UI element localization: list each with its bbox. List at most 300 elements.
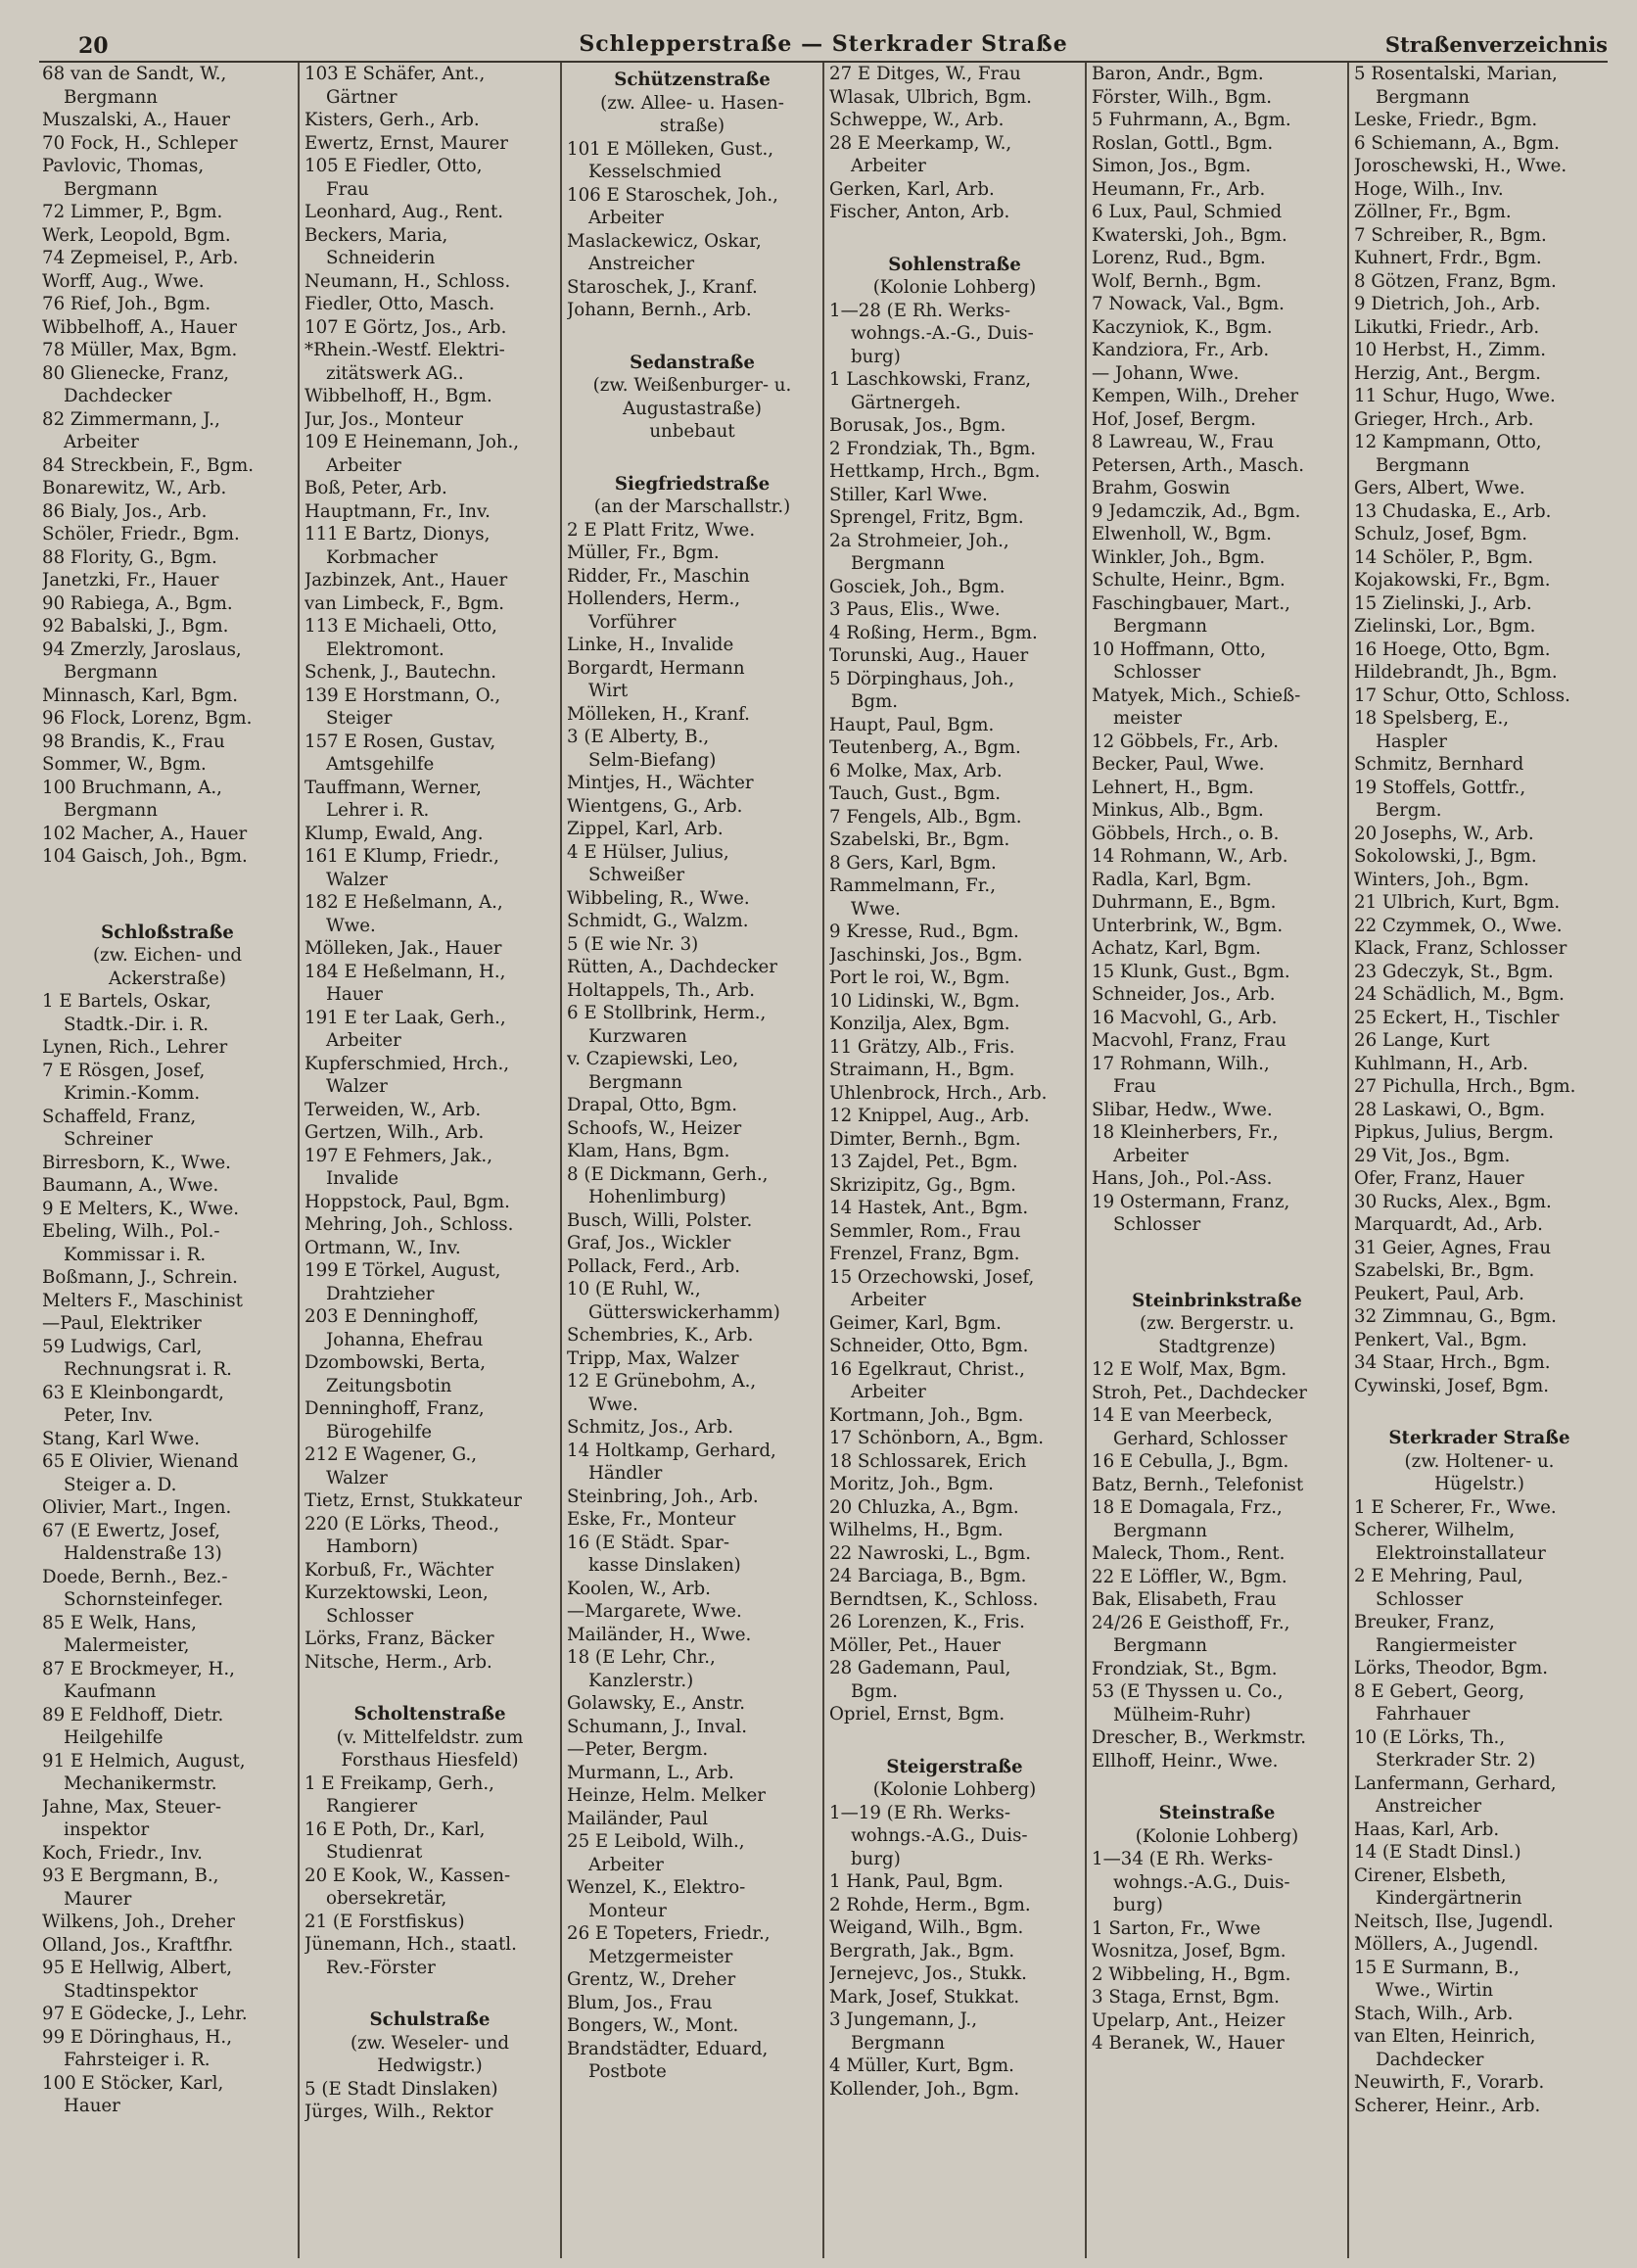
directory-entry: Mehring, Joh., Schloss. — [304, 1214, 514, 1235]
directory-entry: 99 E Döringhaus, H., — [42, 2026, 232, 2048]
directory-entry: Szabelski, Br., Bgm. — [829, 829, 1010, 850]
directory-entry: 17 Schönborn, A., Bgm. — [829, 1428, 1045, 1448]
directory-entry: Bergmann — [1376, 86, 1470, 108]
directory-entry: Berndtsen, K., Schloss. — [829, 1588, 1039, 1610]
directory-entry: Kesselschmied — [588, 162, 722, 182]
directory-entry: 182 E Heßelmann, A., — [304, 892, 503, 913]
directory-entry: Mölleken, H., Kranf. — [567, 703, 750, 725]
directory-entry: Schmidt, G., Walzm. — [567, 911, 749, 931]
directory-entry: Winters, Joh., Bgm. — [1354, 869, 1529, 890]
directory-entry: Kojakowski, Fr., Bgm. — [1354, 570, 1551, 591]
directory-entry: 103 E Schäfer, Ant., — [304, 64, 486, 84]
directory-entry: Wosnitza, Josef, Bgm. — [1092, 1941, 1286, 1961]
directory-column — [37, 63, 298, 2258]
directory-entry: Terweiden, W., Arb. — [304, 1099, 482, 1120]
directory-entry: Kandziora, Fr., Arb. — [1092, 340, 1270, 360]
directory-entry: Frondziak, St., Bgm. — [1092, 1658, 1278, 1679]
directory-entry: Schembries, K., Arb. — [567, 1325, 754, 1346]
directory-entry: 82 Zimmermann, J., — [42, 408, 220, 430]
street-note: (Kolonie Lohberg) — [872, 277, 1037, 298]
directory-entry: 191 E ter Laak, Gerh., — [304, 1007, 506, 1028]
directory-entry: Mölleken, Jak., Hauer — [304, 938, 502, 959]
street-note: (zw. Allee- u. Hasen- — [600, 92, 784, 114]
spacer — [304, 1979, 555, 2003]
directory-entry: 5 Rosentalski, Marian, — [1354, 64, 1558, 84]
directory-entry: Klam, Hans, Bgm. — [567, 1141, 730, 1161]
directory-entry: 12 Göbbels, Fr., Arb. — [1092, 731, 1280, 752]
directory-entry: Neumann, H., Schloss. — [304, 270, 511, 292]
directory-entry: obersekretär, — [326, 1888, 447, 1909]
directory-entry: burg) — [851, 346, 901, 367]
street-note: Hedwigstr.) — [377, 2055, 483, 2076]
street-note: (zw. Eichen- und — [92, 945, 243, 966]
directory-entry: Förster, Wilh., Bgm. — [1092, 86, 1273, 108]
directory-entry: Schumann, J., Inval. — [567, 1716, 747, 1737]
directory-entry: Bgm. — [851, 1680, 899, 1702]
directory-entry: Steinbring, Joh., Arb. — [567, 1486, 759, 1507]
directory-entry: Frenzel, Franz, Bgm. — [829, 1244, 1020, 1264]
directory-entry: 18 (E Lehr, Chr., — [567, 1647, 716, 1668]
directory-entry: 97 E Gödecke, J., Lehr. — [42, 2004, 248, 2024]
directory-entry: 30 Rucks, Alex., Bgm. — [1354, 1191, 1552, 1212]
directory-entry: Werk, Leopold, Bgm. — [42, 224, 231, 246]
directory-entry: Joroschewski, H., Wwe. — [1354, 156, 1567, 176]
street-heading: Steinstraße — [1158, 1803, 1276, 1823]
directory-entry: 102 Macher, A., Hauer — [42, 823, 248, 844]
directory-entry: 2a Strohmeier, Joh., — [829, 530, 1009, 551]
directory-entry: van Limbeck, F., Bgm. — [304, 592, 505, 614]
directory-entry: Busch, Willi, Polster. — [567, 1209, 753, 1231]
directory-entry: Bergmann — [64, 800, 158, 821]
directory-entry: Schneiderin — [326, 248, 436, 268]
directory-entry: Anstreicher — [588, 254, 695, 274]
directory-entry: Fahrsteiger i. R. — [64, 2050, 210, 2070]
directory-entry: Steiger a. D. — [64, 1474, 177, 1495]
directory-entry: Herzig, Ant., Bergm. — [1354, 362, 1541, 384]
street-heading: Scholtenstraße — [353, 1704, 506, 1725]
directory-column — [298, 63, 560, 2258]
directory-entry: Hoge, Wilh., Inv. — [1354, 178, 1504, 200]
directory-entry: Arbeiter — [851, 1382, 926, 1402]
directory-entry: 10 Herbst, H., Zimm. — [1354, 340, 1547, 360]
directory-entry: 1—28 (E Rh. Werks- — [829, 300, 1010, 321]
directory-entry: Geimer, Karl, Bgm. — [829, 1312, 1002, 1334]
directory-entry: Breuker, Franz, — [1354, 1612, 1495, 1632]
directory-entry: Drescher, B., Werkmstr. — [1092, 1727, 1307, 1748]
directory-entry: Ortmann, W., Inv. — [304, 1237, 461, 1258]
directory-entry: *Rhein.-Westf. Elektri- — [304, 340, 505, 360]
directory-entry: meister — [1113, 708, 1182, 729]
directory-entry: Hauer — [64, 2096, 120, 2116]
directory-entry: Möllers, A., Jugendl. — [1354, 1934, 1539, 1955]
directory-entry: Peter, Inv. — [64, 1405, 154, 1426]
directory-entry: Melters F., Maschinist — [42, 1290, 243, 1311]
directory-entry: Szabelski, Br., Bgm. — [1354, 1260, 1535, 1281]
directory-entry: 28 E Meerkamp, W., — [829, 132, 1012, 154]
street-note: (Kolonie Lohberg) — [1135, 1825, 1299, 1847]
directory-entry: Mechanikermstr. — [64, 1773, 217, 1794]
street-note: Augustastraße) — [623, 398, 762, 419]
directory-entry: Stach, Wilh., Arb. — [1354, 2003, 1514, 2024]
spacer — [1092, 1237, 1342, 1260]
directory-entry: Kindergärtnerin — [1376, 1888, 1522, 1909]
directory-entry: kasse Dinslaken) — [588, 1555, 741, 1576]
directory-entry: Maslackewicz, Oskar, — [567, 230, 762, 252]
directory-entry: 19 Stoffels, Gottfr., — [1354, 777, 1526, 798]
directory-entry: 3 (E Alberty, B., — [567, 727, 710, 747]
directory-entry: 161 E Klump, Friedr., — [304, 846, 499, 867]
directory-entry: Hoppstock, Paul, Bgm. — [304, 1191, 510, 1212]
page-title: Schlepperstraße — Sterkrader Straße — [579, 31, 1068, 57]
directory-entry: Johann, Bernh., Arb. — [567, 300, 752, 320]
directory-entry: Tauch, Gust., Bgm. — [829, 783, 1002, 804]
directory-entry: 9 Jedamczik, Ad., Bgm. — [1092, 500, 1301, 522]
directory-entry: Holtappels, Th., Arb. — [567, 979, 755, 1001]
directory-entry: Möller, Pet., Hauer — [829, 1634, 1001, 1656]
directory-entry: 19 Ostermann, Franz, — [1092, 1191, 1290, 1212]
directory-entry: 5 Fuhrmann, A., Bgm. — [1092, 110, 1291, 130]
directory-entry: Wientgens, G., Arb. — [567, 795, 743, 817]
directory-entry: Bergmann — [1376, 454, 1470, 476]
directory-entry: Wibbelhoff, H., Bgm. — [304, 386, 492, 406]
directory-entry: Kuhnert, Frdr., Bgm. — [1354, 248, 1542, 268]
street-note: (Kolonie Lohberg) — [872, 1779, 1037, 1800]
directory-entry: — Johann, Wwe. — [1092, 362, 1239, 384]
directory-entry: Händler — [588, 1463, 663, 1484]
directory-entry: Gosciek, Joh., Bgm. — [829, 576, 1006, 597]
directory-entry: Hettkamp, Hrch., Bgm. — [829, 461, 1041, 482]
directory-entry: Schneider, Jos., Arb. — [1092, 984, 1276, 1005]
directory-entry: Bergmann — [851, 553, 945, 574]
directory-entry: Blum, Jos., Frau — [567, 1992, 713, 2013]
directory-entry: 80 Glienecke, Franz, — [42, 362, 230, 384]
directory-entry: Zeitungsbotin — [326, 1375, 452, 1396]
directory-entry: 10 Hoffmann, Otto, — [1092, 638, 1266, 660]
directory-entry: 4 E Hülser, Julius, — [567, 841, 729, 863]
directory-entry: Schneider, Otto, Bgm. — [829, 1336, 1029, 1356]
directory-entry: Hans, Joh., Pol.-Ass. — [1092, 1168, 1273, 1189]
directory-entry: Schenk, J., Bautechn. — [304, 662, 497, 683]
directory-entry: Brahm, Goswin — [1092, 478, 1231, 498]
directory-entry: Heumann, Fr., Arb. — [1092, 178, 1266, 200]
directory-entry: Zielinski, Lor., Bgm. — [1354, 616, 1536, 637]
directory-entry: 78 Müller, Max, Bgm. — [42, 340, 238, 360]
directory-entry: Lynen, Rich., Lehrer — [42, 1037, 228, 1058]
directory-entry: 74 Zepmeisel, P., Arb. — [42, 248, 239, 268]
directory-entry: Walzer — [326, 869, 388, 890]
directory-entry: Torunski, Aug., Hauer — [829, 645, 1029, 666]
directory-entry: Schöler, Friedr., Bgm. — [42, 524, 240, 544]
directory-entry: 8 Gers, Karl, Bgm. — [829, 852, 997, 874]
directory-entry: Mailänder, Paul — [567, 1808, 709, 1829]
directory-entry: 87 E Brockmeyer, H., — [42, 1658, 235, 1679]
directory-entry: Roslan, Gottl., Bgm. — [1092, 132, 1274, 154]
directory-entry: Stadtk.-Dir. i. R. — [64, 1014, 210, 1035]
directory-entry: Faschingbauer, Mart., — [1092, 592, 1290, 614]
directory-entry: 14 E van Meerbeck, — [1092, 1405, 1273, 1426]
directory-entry: Bonarewitz, W., Arb. — [42, 478, 227, 498]
directory-entry: Sterkrader Str. 2) — [1376, 1750, 1536, 1771]
directory-entry: Frau — [1113, 1076, 1156, 1097]
directory-entry: Kollender, Joh., Bgm. — [829, 2078, 1020, 2100]
directory-entry: Leske, Friedr., Bgm. — [1354, 110, 1538, 130]
directory-entry: Koolen, W., Arb. — [567, 1578, 711, 1599]
directory-entry: Ofer, Franz, Hauer — [1354, 1168, 1524, 1189]
directory-entry: 1 E Freikamp, Gerh., — [304, 1772, 494, 1794]
directory-entry: Hauer — [326, 984, 383, 1005]
street-heading: Schloßstraße — [101, 921, 234, 943]
directory-entry: Korbmacher — [326, 546, 438, 568]
directory-entry: 14 Rohmann, W., Arb. — [1092, 846, 1288, 867]
directory-entry: Kortmann, Joh., Bgm. — [829, 1404, 1024, 1426]
directory-entry: Grieger, Hrch., Arb. — [1354, 408, 1534, 430]
directory-entry: Janetzki, Fr., Hauer — [42, 570, 219, 591]
street-heading: Schützenstraße — [614, 70, 771, 90]
directory-entry: 16 Macvohl, G., Arb. — [1092, 1007, 1278, 1028]
directory-entry: Moritz, Joh., Bgm. — [829, 1474, 994, 1494]
directory-entry: Stroh, Pet., Dachdecker — [1092, 1382, 1307, 1403]
directory-entry: Koch, Friedr., Inv. — [42, 1842, 203, 1864]
directory-entry: Göbbels, Hrch., o. B. — [1092, 823, 1280, 844]
directory-entry: Beckers, Maria, — [304, 224, 448, 246]
directory-entry: Schoofs, W., Heizer — [567, 1117, 742, 1139]
directory-entry: 25 E Leibold, Wilh., — [567, 1831, 745, 1852]
directory-entry: 199 E Törkel, August, — [304, 1260, 501, 1281]
directory-entry: Schmitz, Jos., Arb. — [567, 1417, 734, 1438]
directory-entry: Schlosser — [1113, 662, 1201, 683]
directory-entry: Konzilja, Alex, Bgm. — [829, 1014, 1010, 1034]
directory-entry: Muszalski, A., Hauer — [42, 110, 230, 130]
directory-entry: Rangierer — [326, 1796, 418, 1817]
directory-entry: 9 Dietrich, Joh., Arb. — [1354, 294, 1541, 314]
directory-entry: Kisters, Gerh., Arb. — [304, 110, 480, 130]
directory-entry: 22 Nawroski, L., Bgm. — [829, 1542, 1032, 1564]
directory-entry: Heinze, Helm. Melker — [567, 1785, 766, 1806]
spacer — [1354, 1397, 1605, 1421]
directory-entry: 10 (E Lörks, Th., — [1354, 1726, 1506, 1748]
directory-entry: Scherer, Wilhelm, — [1354, 1520, 1516, 1540]
directory-entry: Lörks, Franz, Bäcker — [304, 1629, 494, 1649]
directory-entry: Lanfermann, Gerhard, — [1354, 1772, 1557, 1794]
directory-entry: Lorenz, Rud., Bgm. — [1092, 248, 1266, 268]
directory-entry: 1—34 (E Rh. Werks- — [1092, 1849, 1273, 1869]
directory-entry: Fahrhauer — [1376, 1704, 1471, 1725]
directory-entry: Sprengel, Fritz, Bgm. — [829, 507, 1024, 528]
directory-entry: 18 Schlossarek, Erich — [829, 1450, 1027, 1472]
directory-entry: Wilhelms, H., Bgm. — [829, 1520, 1004, 1540]
directory-entry: Peukert, Paul, Arb. — [1354, 1283, 1524, 1304]
directory-entry: Arbeiter — [851, 1290, 926, 1310]
directory-entry: Walzer — [326, 1467, 388, 1488]
directory-entry: Gers, Albert, Wwe. — [1354, 478, 1525, 498]
directory-entry: 5 Dörpinghaus, Joh., — [829, 668, 1015, 689]
directory-entry: 89 E Feldhoff, Dietr. — [42, 1704, 224, 1725]
street-heading: Steigerstraße — [886, 1756, 1023, 1777]
directory-entry: 13 Zajdel, Pet., Bgm. — [829, 1152, 1018, 1172]
directory-entry: Grentz, W., Dreher — [567, 1969, 736, 1990]
directory-entry: 15 E Surmann, B., — [1354, 1957, 1520, 1978]
directory-entry: Jünemann, Hch., staatl. — [304, 1934, 517, 1955]
directory-entry: Linke, H., Invalide — [567, 635, 734, 655]
directory-entry: Bongers, W., Mont. — [567, 2015, 739, 2036]
directory-column — [560, 63, 822, 2258]
directory-entry: 18 E Domagala, Frz., — [1092, 1497, 1283, 1518]
directory-entry: Gerken, Karl, Arb. — [829, 178, 995, 200]
directory-entry: 7 Fengels, Alb., Bgm. — [829, 806, 1022, 827]
directory-entry: Ebeling, Wilh., Pol.- — [42, 1221, 220, 1242]
directory-entry: Hauptmann, Fr., Inv. — [304, 500, 491, 522]
directory-entry: Bak, Elisabeth, Frau — [1092, 1589, 1277, 1610]
directory-entry: 96 Flock, Lorenz, Bgm. — [42, 708, 253, 729]
directory-entry: 16 (E Städt. Spar- — [567, 1532, 729, 1553]
directory-entry: 101 E Mölleken, Gust., — [567, 138, 774, 160]
directory-entry: Murmann, L., Arb. — [567, 1762, 734, 1783]
directory-entry: 9 E Melters, K., Wwe. — [42, 1198, 240, 1219]
directory-entry: Malermeister, — [64, 1635, 190, 1656]
directory-entry: 27 Pichulla, Hrch., Bgm. — [1354, 1076, 1576, 1097]
directory-entry: 14 Schöler, P., Bgm. — [1354, 546, 1533, 568]
directory-entry: van Elten, Heinrich, — [1354, 2026, 1536, 2047]
street-heading: Steinbrinkstraße — [1132, 1290, 1302, 1311]
directory-entry: Frau — [326, 178, 369, 200]
directory-entry: Ewertz, Ernst, Maurer — [304, 132, 508, 154]
spacer — [567, 444, 818, 467]
directory-entry: Anstreicher — [1376, 1796, 1482, 1817]
directory-entry: 24 Schädlich, M., Bgm. — [1354, 984, 1565, 1005]
directory-entry: Schlosser — [1113, 1214, 1201, 1235]
directory-entry: Minnasch, Karl, Bgm. — [42, 685, 239, 706]
directory-entry: Skrizipitz, Gg., Bgm. — [829, 1174, 1016, 1196]
directory-entry: Schulte, Heinr., Bgm. — [1092, 570, 1286, 591]
directory-entry: 1 Laschkowski, Franz, — [829, 369, 1032, 390]
directory-entry: Jaschinski, Jos., Bgm. — [829, 944, 1023, 966]
directory-entry: 4 Müller, Kurt, Bgm. — [829, 2055, 1014, 2076]
street-note: Hügelstr.) — [1433, 1474, 1524, 1494]
directory-entry: Dachdecker — [64, 386, 172, 406]
directory-entry: 106 E Staroschek, Joh., — [567, 184, 778, 206]
directory-entry: 20 Chluzka, A., Bgm. — [829, 1496, 1019, 1518]
directory-entry: Bürogehilfe — [326, 1421, 432, 1442]
directory-entry: Arbeiter — [588, 208, 664, 228]
directory-entry: Stang, Karl Wwe. — [42, 1428, 201, 1449]
directory-entry: Teutenberg, A., Bgm. — [829, 737, 1021, 758]
directory-entry: Olland, Jos., Kraftfhr. — [42, 1934, 234, 1956]
directory-entry: 11 Schur, Hugo, Wwe. — [1354, 386, 1556, 406]
directory-entry: Bergmann — [64, 86, 158, 108]
directory-entry: Becker, Paul, Wwe. — [1092, 754, 1265, 775]
street-note: straße) — [659, 116, 725, 136]
directory-entry: 6 Lux, Paul, Schmied — [1092, 202, 1283, 222]
directory-entry: Wwe. — [326, 915, 376, 936]
directory-entry: 197 E Fehmers, Jak., — [304, 1145, 492, 1166]
directory-entry: Baumann, A., Wwe. — [42, 1175, 219, 1196]
directory-entry: 113 E Michaeli, Otto, — [304, 616, 497, 637]
directory-entry: Birresborn, K., Wwe. — [42, 1152, 231, 1173]
directory-entry: 3 Jungemann, J., — [829, 2009, 977, 2030]
page-number: 20 — [78, 33, 109, 59]
directory-entry: Wwe., Wirtin — [1376, 1980, 1494, 2001]
directory-entry: 31 Geier, Agnes, Frau — [1354, 1237, 1552, 1258]
spacer — [829, 1726, 1080, 1750]
street-note: Stadtgrenze) — [1158, 1336, 1276, 1357]
directory-entry: 14 (E Stadt Dinsl.) — [1354, 1842, 1521, 1863]
directory-entry: Dachdecker — [1376, 2049, 1484, 2070]
street-note: unbebaut — [649, 421, 735, 442]
directory-entry: Achatz, Karl, Bgm. — [1092, 938, 1261, 959]
directory-entry: 12 E Grünebohm, A., — [567, 1371, 757, 1392]
directory-entry: Slibar, Hedw., Wwe. — [1092, 1099, 1273, 1120]
directory-entry: Dimter, Bernh., Bgm. — [829, 1128, 1021, 1150]
directory-entry: Scherer, Heinr., Arb. — [1354, 2095, 1541, 2116]
directory-entry: Selm-Biefang) — [588, 749, 717, 771]
directory-entry: Schlosser — [326, 1605, 414, 1627]
directory-entry: Leonhard, Aug., Rent. — [304, 202, 504, 222]
directory-entry: 94 Zmerzly, Jaroslaus, — [42, 638, 242, 660]
directory-entry: 2 Rohde, Herm., Bgm. — [829, 1894, 1031, 1915]
directory-entry: Krimin.-Komm. — [64, 1083, 201, 1104]
directory-entry: 6 Molke, Max, Arb. — [829, 760, 1003, 781]
street-heading: Siegfriedstraße — [614, 473, 771, 495]
directory-entry: 29 Vit, Jos., Bgm. — [1354, 1145, 1511, 1166]
directory-entry: Studienrat — [326, 1842, 423, 1863]
directory-entry: Metzgermeister — [588, 1946, 733, 1967]
directory-entry: Kupferschmied, Hrch., — [304, 1053, 510, 1074]
directory-entry: 24/26 E Geisthoff, Fr., — [1092, 1612, 1290, 1633]
directory-entry: v. Czapiewski, Leo, — [567, 1049, 739, 1069]
directory-entry: 85 E Welk, Hans, — [42, 1612, 197, 1633]
directory-entry: 7 Nowack, Val., Bgm. — [1092, 294, 1285, 314]
directory-entry: 12 Knippel, Aug., Arb. — [829, 1106, 1030, 1126]
directory-entry: Klack, Franz, Schlosser — [1354, 938, 1567, 959]
spacer — [42, 869, 293, 892]
directory-entry: Uhlenbrock, Hrch., Arb. — [829, 1082, 1048, 1104]
directory-entry: Lehrer i. R. — [326, 800, 430, 821]
directory-entry: Minkus, Alb., Bgm. — [1092, 800, 1264, 821]
street-heading: Schulstraße — [369, 2009, 491, 2030]
directory-entry: Lehnert, H., Bgm. — [1092, 777, 1254, 798]
directory-entry: 21 Ulbrich, Kurt, Bgm. — [1354, 892, 1561, 913]
directory-entry: 90 Rabiega, A., Bgm. — [42, 592, 233, 614]
directory-entry: Maleck, Thom., Rent. — [1092, 1543, 1286, 1564]
directory-entry: Opriel, Ernst, Bgm. — [829, 1704, 1006, 1725]
directory-entry: Semmler, Rom., Frau — [829, 1220, 1021, 1242]
directory-entry: 111 E Bartz, Dionys, — [304, 524, 491, 544]
directory-entry: 16 Egelkraut, Christ., — [829, 1358, 1025, 1380]
directory-entry: Elektromont. — [326, 638, 444, 660]
spacer — [567, 322, 818, 346]
directory-entry: Mark, Josef, Stukkat. — [829, 1986, 1020, 2008]
directory-entry: 5 (E Stadt Dinslaken) — [304, 2078, 498, 2100]
directory-entry: 18 Spelsberg, E., — [1354, 708, 1510, 729]
directory-entry: Neuwirth, F., Vorarb. — [1354, 2072, 1545, 2093]
directory-entry: Simon, Jos., Bgm. — [1092, 156, 1251, 176]
directory-entry: Graf, Jos., Wickler — [567, 1233, 731, 1253]
directory-entry: Borgardt, Hermann — [567, 657, 745, 679]
directory-entry: Kanzlerstr.) — [588, 1670, 694, 1691]
directory-entry: Arbeiter — [64, 432, 139, 452]
directory-entry: Arbeiter — [1113, 1145, 1189, 1166]
directory-entry: Mailänder, H., Wwe. — [567, 1624, 752, 1645]
directory-entry: 32 Zimmnau, G., Bgm. — [1354, 1306, 1557, 1327]
directory-entry: Hohenlimburg) — [588, 1187, 726, 1207]
directory-column — [822, 63, 1085, 2258]
directory-entry: Wibbelhoff, A., Hauer — [42, 316, 237, 338]
directory-entry: 14 Hastek, Ant., Bgm. — [829, 1198, 1029, 1218]
directory-entry: Wlasak, Ulbrich, Bgm. — [829, 86, 1032, 108]
directory-entry: 26 E Topeters, Friedr., — [567, 1923, 771, 1944]
directory-entry: Pavlovic, Thomas, — [42, 156, 205, 176]
directory-entry: Duhrmann, E., Bgm. — [1092, 892, 1277, 913]
